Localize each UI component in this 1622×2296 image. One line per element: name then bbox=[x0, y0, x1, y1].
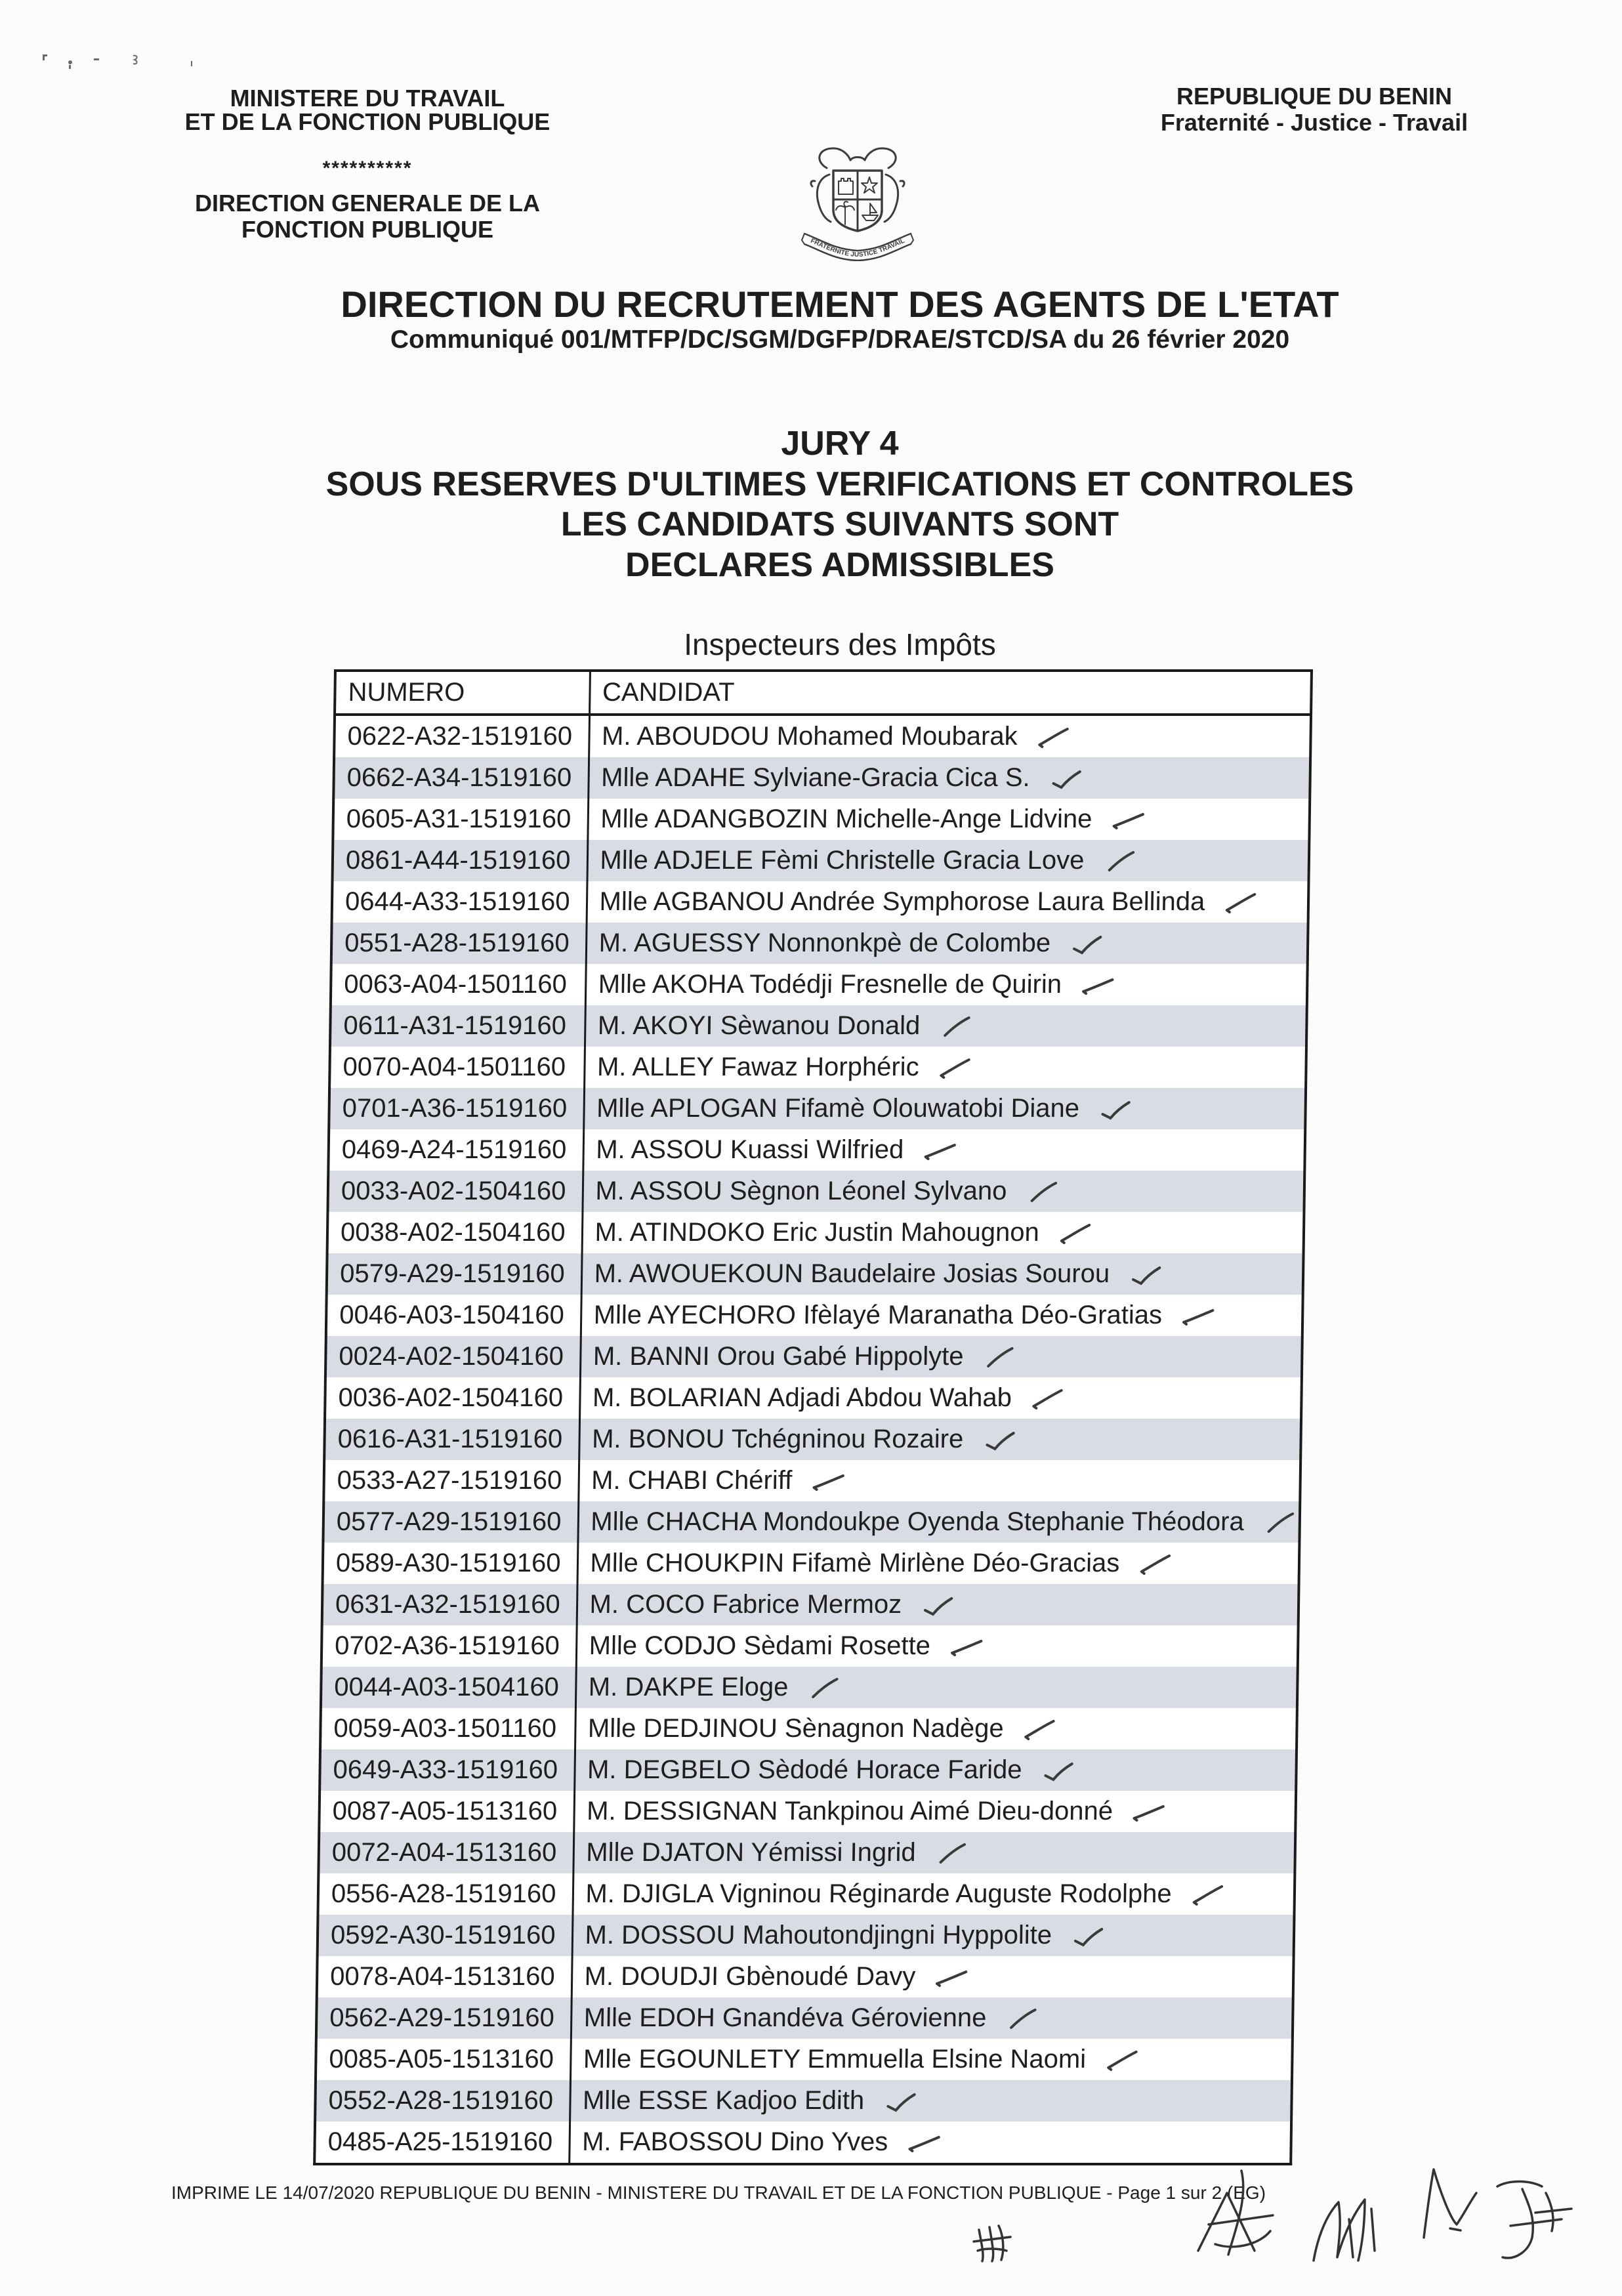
handwritten-check-icon bbox=[812, 1471, 844, 1493]
candidate-number: 0036-A02-1504160 bbox=[325, 1377, 580, 1419]
candidate-name: Mlle AGBANOU Andrée Symphorose Laura Bellinda bbox=[599, 887, 1205, 916]
candidate-name: M. DAKPE Eloge bbox=[588, 1673, 789, 1701]
handwritten-check-icon bbox=[1031, 1388, 1064, 1410]
candidate-cell bbox=[587, 881, 1309, 923]
candidate-cell bbox=[583, 1129, 1305, 1171]
candidate-cell bbox=[575, 1667, 1298, 1708]
emblem-ribbon-text: FRATERNITE JUSTICE TRAVAIL bbox=[809, 237, 906, 259]
signature-5 bbox=[1497, 2182, 1571, 2258]
candidate-name: Mlle AYECHORO Ifèlayé Maranatha Déo-Gratias bbox=[593, 1301, 1163, 1329]
candidate-number: 0662-A34-1519160 bbox=[333, 757, 589, 799]
candidate-number: 0861-A44-1519160 bbox=[332, 840, 587, 881]
handwritten-check-icon bbox=[921, 1595, 954, 1617]
handwritten-check-icon bbox=[983, 1429, 1016, 1451]
candidate-name: Mlle DJATON Yémissi Ingrid bbox=[586, 1838, 916, 1867]
candidate-name: M. FABOSSOU Dino Yves bbox=[581, 2127, 888, 2156]
candidate-cell bbox=[579, 1419, 1301, 1460]
candidate-cell bbox=[577, 1501, 1300, 1543]
candidate-name: Mlle ADANGBOZIN Michelle-Ange Lidvine bbox=[600, 804, 1092, 833]
candidate-name: M. DOUDJI Gbènoudé Davy bbox=[584, 1962, 916, 1991]
candidate-name: Mlle ADAHE Sylviane-Gracia Cica S. bbox=[600, 763, 1031, 792]
candidate-cell bbox=[589, 715, 1311, 757]
candidate-name: Mlle EDOH Gnandéva Gérovienne bbox=[583, 2003, 987, 2032]
candidate-name: M. AWOUEKOUN Baudelaire Josias Sourou bbox=[594, 1259, 1110, 1288]
table-row bbox=[318, 1915, 1295, 1956]
table-row bbox=[316, 2039, 1293, 2080]
candidate-name: M. DEGBELO Sèdodé Horace Faride bbox=[587, 1755, 1022, 1784]
handwritten-check-icon bbox=[1133, 1801, 1165, 1824]
candidate-cell bbox=[581, 1253, 1304, 1295]
candidate-number: 0033-A02-1504160 bbox=[327, 1171, 583, 1212]
table-row bbox=[334, 715, 1311, 757]
scan-artifact bbox=[36, 49, 207, 75]
candidate-name: Mlle CHACHA Mondoukpe Oyenda Stephanie Théodora bbox=[591, 1507, 1245, 1536]
ministry-name-line2: ET DE LA FONCTION PUBLIQUE bbox=[184, 108, 551, 135]
candidate-number: 0649-A33-1519160 bbox=[320, 1749, 575, 1791]
handwritten-check-icon bbox=[1071, 1925, 1104, 1948]
candidate-name: Mlle CHOUKPIN Fifamè Mirlène Déo-Gracias bbox=[590, 1549, 1120, 1577]
candidate-name: Mlle APLOGAN Fifamè Olouwatobi Diane bbox=[596, 1094, 1080, 1123]
candidate-name: M. ASSOU Sègnon Léonel Sylvano bbox=[595, 1177, 1007, 1205]
candidate-name: M. ATINDOKO Eric Justin Mahougnon bbox=[594, 1218, 1040, 1247]
ministry-name-line1: MINISTERE DU TRAVAIL bbox=[230, 85, 505, 112]
candidate-number: 0078-A04-1513160 bbox=[317, 1956, 572, 1997]
candidate-number: 0611-A31-1519160 bbox=[330, 1005, 585, 1047]
candidate-number: 0087-A05-1513160 bbox=[319, 1791, 574, 1832]
candidate-cell bbox=[588, 757, 1310, 799]
candidate-cell bbox=[576, 1625, 1299, 1667]
candidate-number: 0551-A28-1519160 bbox=[331, 923, 587, 964]
table-row bbox=[327, 1212, 1304, 1253]
candidates-table-body bbox=[314, 715, 1311, 2164]
candidate-cell bbox=[587, 799, 1310, 840]
candidate-name: M. AGUESSY Nonnonkpè de Colombe bbox=[598, 929, 1051, 957]
table-row bbox=[316, 1997, 1293, 2039]
handwritten-check-icon bbox=[1081, 974, 1114, 997]
handwritten-check-icon bbox=[950, 1636, 983, 1658]
handwritten-check-icon bbox=[907, 2132, 940, 2154]
signature-4 bbox=[1424, 2169, 1476, 2238]
candidate-number: 0063-A04-1501160 bbox=[331, 964, 586, 1005]
candidate-cell bbox=[571, 1997, 1293, 2039]
candidate-cell bbox=[582, 1212, 1304, 1253]
table-row bbox=[332, 840, 1309, 881]
table-row bbox=[324, 1419, 1301, 1460]
direction-name-line2: FONCTION PUBLIQUE bbox=[241, 216, 493, 243]
handwritten-check-icon bbox=[1059, 1222, 1092, 1245]
handwritten-check-icon bbox=[1264, 1512, 1297, 1534]
table-row bbox=[323, 1460, 1300, 1501]
handwritten-check-icon bbox=[1006, 2008, 1039, 2030]
handwritten-check-icon bbox=[1026, 1181, 1059, 1203]
candidate-number: 0085-A05-1513160 bbox=[316, 2039, 571, 2080]
handwritten-check-icon bbox=[1099, 1098, 1132, 1121]
handwritten-check-icon bbox=[1129, 1264, 1162, 1286]
handwritten-check-icon bbox=[1182, 1305, 1215, 1327]
candidate-cell bbox=[585, 1005, 1307, 1047]
candidate-cell bbox=[586, 923, 1308, 964]
column-header-candidat: CANDIDAT bbox=[589, 671, 1312, 715]
notice-line-2: LES CANDIDATS SUIVANTS SONT bbox=[560, 505, 1119, 543]
candidate-cell bbox=[578, 1460, 1300, 1501]
table-row bbox=[325, 1377, 1302, 1419]
candidate-name: M. COCO Fabrice Mermoz bbox=[589, 1590, 902, 1619]
candidate-cell bbox=[572, 1915, 1295, 1956]
candidate-cell bbox=[577, 1543, 1300, 1584]
table-row bbox=[326, 1295, 1303, 1336]
table-row bbox=[330, 1005, 1307, 1047]
column-header-numero: NUMERO bbox=[335, 671, 590, 715]
candidate-cell bbox=[575, 1708, 1297, 1749]
table-row bbox=[317, 1956, 1294, 1997]
section-title: Inspecteurs des Impôts bbox=[684, 627, 996, 661]
candidate-name: Mlle DEDJINOU Sènagnon Nadège bbox=[587, 1714, 1004, 1743]
table-row bbox=[321, 1667, 1298, 1708]
candidate-name: M. DESSIGNAN Tankpinou Aimé Dieu-donné bbox=[586, 1797, 1113, 1826]
candidate-number: 0605-A31-1519160 bbox=[333, 799, 588, 840]
table-row bbox=[322, 1625, 1299, 1667]
candidate-number: 0631-A32-1519160 bbox=[322, 1584, 577, 1625]
candidate-name: M. BANNI Orou Gabé Hippolyte bbox=[593, 1342, 964, 1371]
handwritten-check-icon bbox=[923, 1140, 956, 1162]
notice-line-3: DECLARES ADMISSIBLES bbox=[625, 546, 1054, 584]
table-row bbox=[333, 757, 1310, 799]
candidate-number: 0562-A29-1519160 bbox=[316, 1997, 572, 2039]
candidate-cell bbox=[570, 2080, 1292, 2121]
candidate-name: M. AKOYI Sèwanou Donald bbox=[597, 1011, 921, 1040]
handwritten-check-icon bbox=[1104, 850, 1136, 873]
table-row bbox=[327, 1253, 1304, 1295]
candidate-number: 0616-A31-1519160 bbox=[324, 1419, 579, 1460]
table-row bbox=[323, 1543, 1300, 1584]
table-row bbox=[333, 799, 1310, 840]
candidate-number: 0038-A02-1504160 bbox=[327, 1212, 583, 1253]
country-name: REPUBLIQUE DU BENIN bbox=[1176, 83, 1453, 110]
page-title: DIRECTION DU RECRUTEMENT DES AGENTS DE L'ETAT bbox=[341, 283, 1339, 325]
table-row bbox=[318, 1873, 1295, 1915]
coat-of-arms-icon bbox=[795, 142, 920, 261]
candidate-number: 0024-A02-1504160 bbox=[325, 1336, 581, 1377]
candidate-number: 0556-A28-1519160 bbox=[318, 1873, 573, 1915]
handwritten-check-icon bbox=[940, 1016, 972, 1038]
candidate-name: Mlle AKOHA Todédji Fresnelle de Quirin bbox=[598, 970, 1062, 999]
handwritten-check-icon bbox=[1191, 1884, 1224, 1906]
handwritten-check-icon bbox=[938, 1057, 971, 1079]
candidate-name: M. DOSSOU Mahoutondjingni Hyppolite bbox=[585, 1921, 1052, 1950]
candidate-cell bbox=[572, 1956, 1294, 1997]
candidate-number: 0701-A36-1519160 bbox=[329, 1088, 584, 1129]
candidate-cell bbox=[585, 964, 1308, 1005]
candidate-number: 0579-A29-1519160 bbox=[327, 1253, 582, 1295]
candidates-table bbox=[313, 669, 1313, 2165]
candidate-cell bbox=[579, 1377, 1302, 1419]
candidate-number: 0702-A36-1519160 bbox=[322, 1625, 577, 1667]
table-row bbox=[323, 1501, 1300, 1543]
notice-line-1: SOUS RESERVES D'ULTIMES VERIFICATIONS ET CONTROLES bbox=[325, 465, 1354, 503]
handwritten-check-icon bbox=[808, 1677, 841, 1700]
candidate-cell bbox=[587, 840, 1309, 881]
signature-2 bbox=[1198, 2171, 1273, 2255]
candidate-name: M. ALLEY Fawaz Horphéric bbox=[596, 1053, 919, 1081]
candidate-cell bbox=[572, 1873, 1295, 1915]
table-row bbox=[329, 1047, 1306, 1088]
handwritten-check-icon bbox=[1139, 1553, 1172, 1576]
svg-text:FRATERNITE JUSTICE TRAVAIL bbox=[810, 238, 906, 259]
candidate-name: M. ABOUDOU Mohamed Moubarak bbox=[601, 722, 1018, 751]
candidate-cell bbox=[584, 1047, 1306, 1088]
handwritten-check-icon bbox=[1106, 2049, 1138, 2072]
candidate-number: 0589-A30-1519160 bbox=[323, 1543, 578, 1584]
candidate-number: 0592-A30-1519160 bbox=[318, 1915, 573, 1956]
candidate-name: Mlle EGOUNLETY Emmuella Elsine Naomi bbox=[583, 2045, 1087, 2074]
handwritten-check-icon bbox=[935, 1843, 968, 1865]
table-row bbox=[331, 923, 1308, 964]
print-footer: IMPRIME LE 14/07/2020 REPUBLIQUE DU BENIN - MINISTERE DU TRAVAIL ET DE LA FONCTION PUBLIQUE - Page 1 sur 2 (EG) bbox=[171, 2182, 1266, 2203]
table-row bbox=[315, 2080, 1292, 2121]
handwritten-signatures bbox=[951, 2152, 1608, 2284]
handwritten-check-icon bbox=[1023, 1719, 1056, 1741]
candidate-cell bbox=[580, 1336, 1302, 1377]
table-row bbox=[322, 1584, 1299, 1625]
table-row bbox=[325, 1336, 1302, 1377]
header-separator: ********** bbox=[322, 157, 413, 179]
handwritten-check-icon bbox=[1224, 892, 1257, 914]
candidate-number: 0072-A04-1513160 bbox=[318, 1832, 573, 1873]
direction-name-line1: DIRECTION GENERALE DE LA bbox=[194, 190, 541, 217]
candidate-number: 0044-A03-1504160 bbox=[321, 1667, 576, 1708]
candidate-number: 0070-A04-1501160 bbox=[329, 1047, 585, 1088]
handwritten-check-icon bbox=[983, 1346, 1016, 1369]
table-row bbox=[332, 881, 1309, 923]
candidate-name: M. ASSOU Kuassi Wilfried bbox=[595, 1135, 904, 1164]
handwritten-check-icon bbox=[1037, 726, 1070, 749]
candidate-cell bbox=[583, 1088, 1306, 1129]
candidate-cell bbox=[570, 2039, 1293, 2080]
candidate-cell bbox=[581, 1295, 1303, 1336]
communique-reference: Communiqué 001/MTFP/DC/SGM/DGFP/DRAE/STCD/SA du 26 février 2020 bbox=[390, 325, 1290, 354]
candidate-number: 0577-A29-1519160 bbox=[323, 1501, 578, 1543]
candidate-name: Mlle CODJO Sèdami Rosette bbox=[589, 1631, 931, 1660]
candidate-number: 0552-A28-1519160 bbox=[315, 2080, 570, 2121]
table-row bbox=[319, 1791, 1296, 1832]
handwritten-check-icon bbox=[1041, 1760, 1074, 1782]
candidate-number: 0622-A32-1519160 bbox=[334, 715, 589, 757]
candidate-name: M. BOLARIAN Adjadi Abdou Wahab bbox=[592, 1383, 1012, 1412]
candidate-number: 0469-A24-1519160 bbox=[328, 1129, 583, 1171]
table-row bbox=[318, 1832, 1295, 1873]
candidate-cell bbox=[573, 1791, 1296, 1832]
candidate-number: 0046-A03-1504160 bbox=[326, 1295, 581, 1336]
candidate-name: Mlle ADJELE Fèmi Christelle Gracia Love bbox=[600, 846, 1085, 875]
candidate-number: 0485-A25-1519160 bbox=[314, 2121, 570, 2164]
candidate-cell bbox=[577, 1584, 1299, 1625]
candidate-name: M. DJIGLA Vigninou Réginarde Auguste Rodolphe bbox=[585, 1879, 1172, 1908]
candidate-name: Mlle ESSE Kadjoo Edith bbox=[582, 2086, 865, 2115]
table-row bbox=[329, 1088, 1306, 1129]
national-motto: Fraternité - Justice - Travail bbox=[1160, 109, 1468, 136]
table-row bbox=[328, 1129, 1305, 1171]
table-row bbox=[320, 1749, 1297, 1791]
handwritten-check-icon bbox=[1049, 768, 1082, 790]
signature-3 bbox=[1314, 2200, 1375, 2261]
candidate-name: M. BONOU Tchégninou Rozaire bbox=[591, 1425, 964, 1453]
candidate-number: 0533-A27-1519160 bbox=[323, 1460, 579, 1501]
table-row bbox=[327, 1171, 1304, 1212]
candidate-number: 0059-A03-1501160 bbox=[320, 1708, 575, 1749]
candidate-cell bbox=[582, 1171, 1304, 1212]
candidate-name: M. CHABI Chériff bbox=[591, 1466, 793, 1495]
jury-heading: JURY 4 bbox=[781, 425, 899, 463]
candidate-cell bbox=[573, 1832, 1295, 1873]
handwritten-check-icon bbox=[935, 1967, 968, 1989]
table-row bbox=[320, 1708, 1297, 1749]
table-row bbox=[331, 964, 1308, 1005]
candidate-number: 0644-A33-1519160 bbox=[332, 881, 587, 923]
handwritten-check-icon bbox=[1112, 809, 1144, 831]
handwritten-check-icon bbox=[884, 2091, 917, 2113]
candidate-cell bbox=[574, 1749, 1297, 1791]
table-header-row bbox=[335, 671, 1312, 715]
handwritten-check-icon bbox=[1070, 933, 1103, 955]
signature-1 bbox=[974, 2226, 1010, 2261]
